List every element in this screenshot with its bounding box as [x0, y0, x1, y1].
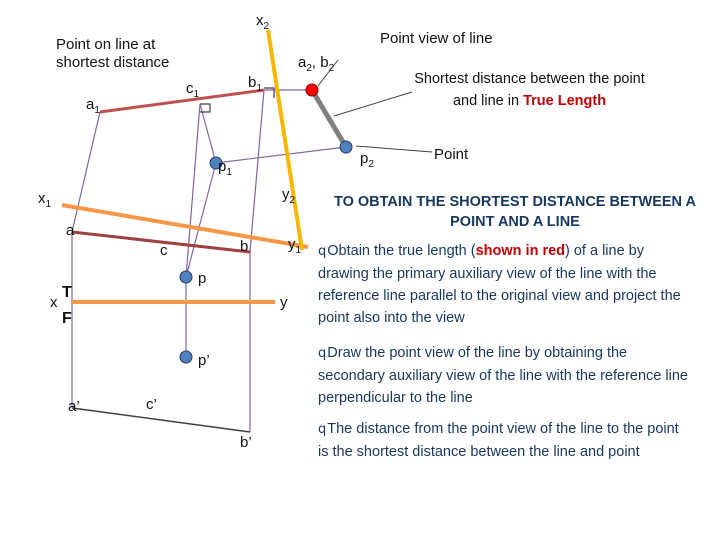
projector-p1-p2 [216, 147, 346, 163]
label-p1: $p_1$ [218, 158, 232, 178]
point-p2 [340, 141, 352, 153]
label-x1: $x_1$ [38, 190, 52, 210]
reference-line-x1y1 [62, 205, 308, 247]
label-c: c [160, 242, 168, 259]
label-y2: $y_2$ [282, 186, 296, 206]
label-F: F [62, 310, 72, 327]
point-view-a2b2 [306, 84, 318, 96]
note-point: Point [434, 146, 469, 163]
label-c-prime: c’ [146, 396, 157, 413]
label-b: b [240, 238, 249, 255]
label-x: x [50, 294, 58, 311]
label-b1: $b_1$ [248, 74, 262, 94]
label-c1: $c_1$ [186, 80, 200, 100]
projector-c1-p1 [200, 104, 216, 163]
label-p2: $p_2$ [360, 150, 374, 170]
shortest-distance-line [312, 90, 346, 147]
label-T: T [62, 284, 72, 301]
true-length-line-a1b1 [100, 90, 264, 112]
reference-line-x2y2 [268, 30, 302, 250]
label-x2: $x_2$ [256, 12, 270, 32]
label-y: y [280, 294, 288, 311]
note-shortest-distance-text: Shortest distance between the point and line in [414, 71, 645, 109]
projector-b-b1 [250, 90, 264, 252]
note-shortest-distance [412, 68, 647, 112]
instruction-step-3: qThe distance from the point view of the line to the point is the shortest distance between the line and point [318, 421, 679, 460]
instruction-step-1: qObtain the true length (shown in red) of a line by drawing the primary auxiliary view of the line with the reference line parallel to the original view and project the point also into the view [318, 243, 681, 326]
annotation-shortest-distance [334, 92, 412, 116]
label-p-prime: p’ [198, 352, 210, 369]
note-point-on-line: Point on line at shortest distance [56, 36, 170, 71]
label-a-prime: a’ [68, 398, 80, 415]
projector-lines [72, 90, 346, 432]
bullet-icon: q [318, 346, 327, 361]
note-true-length: True Length [523, 93, 607, 109]
label-b-prime: b’ [240, 434, 252, 451]
label-p: p [198, 270, 207, 287]
label-y1: $y_1$ [288, 236, 302, 256]
bullet-icon: q [318, 422, 327, 437]
instructions-heading: TO OBTAIN THE SHORTEST DISTANCE BETWEEN A POINT AND A LINE [334, 194, 696, 230]
label-a2-b2: $a_2$, $b_2$ [298, 54, 335, 74]
bullet-icon: q [318, 244, 327, 259]
point-p [180, 271, 192, 283]
projector-a-a1 [72, 112, 100, 232]
instruction-step-2: qDraw the point view of the line by obtaining the secondary auxiliary view of the line with the reference line perpendicular to the line [318, 345, 688, 406]
label-a1: $a_1$ [86, 96, 100, 116]
line-aprime-bprime [72, 408, 250, 432]
label-a: a [66, 222, 75, 239]
step-1-highlight: shown in red [475, 243, 566, 259]
point-p-prime [180, 351, 192, 363]
note-point-view-of-line: Point view of line [380, 30, 493, 47]
